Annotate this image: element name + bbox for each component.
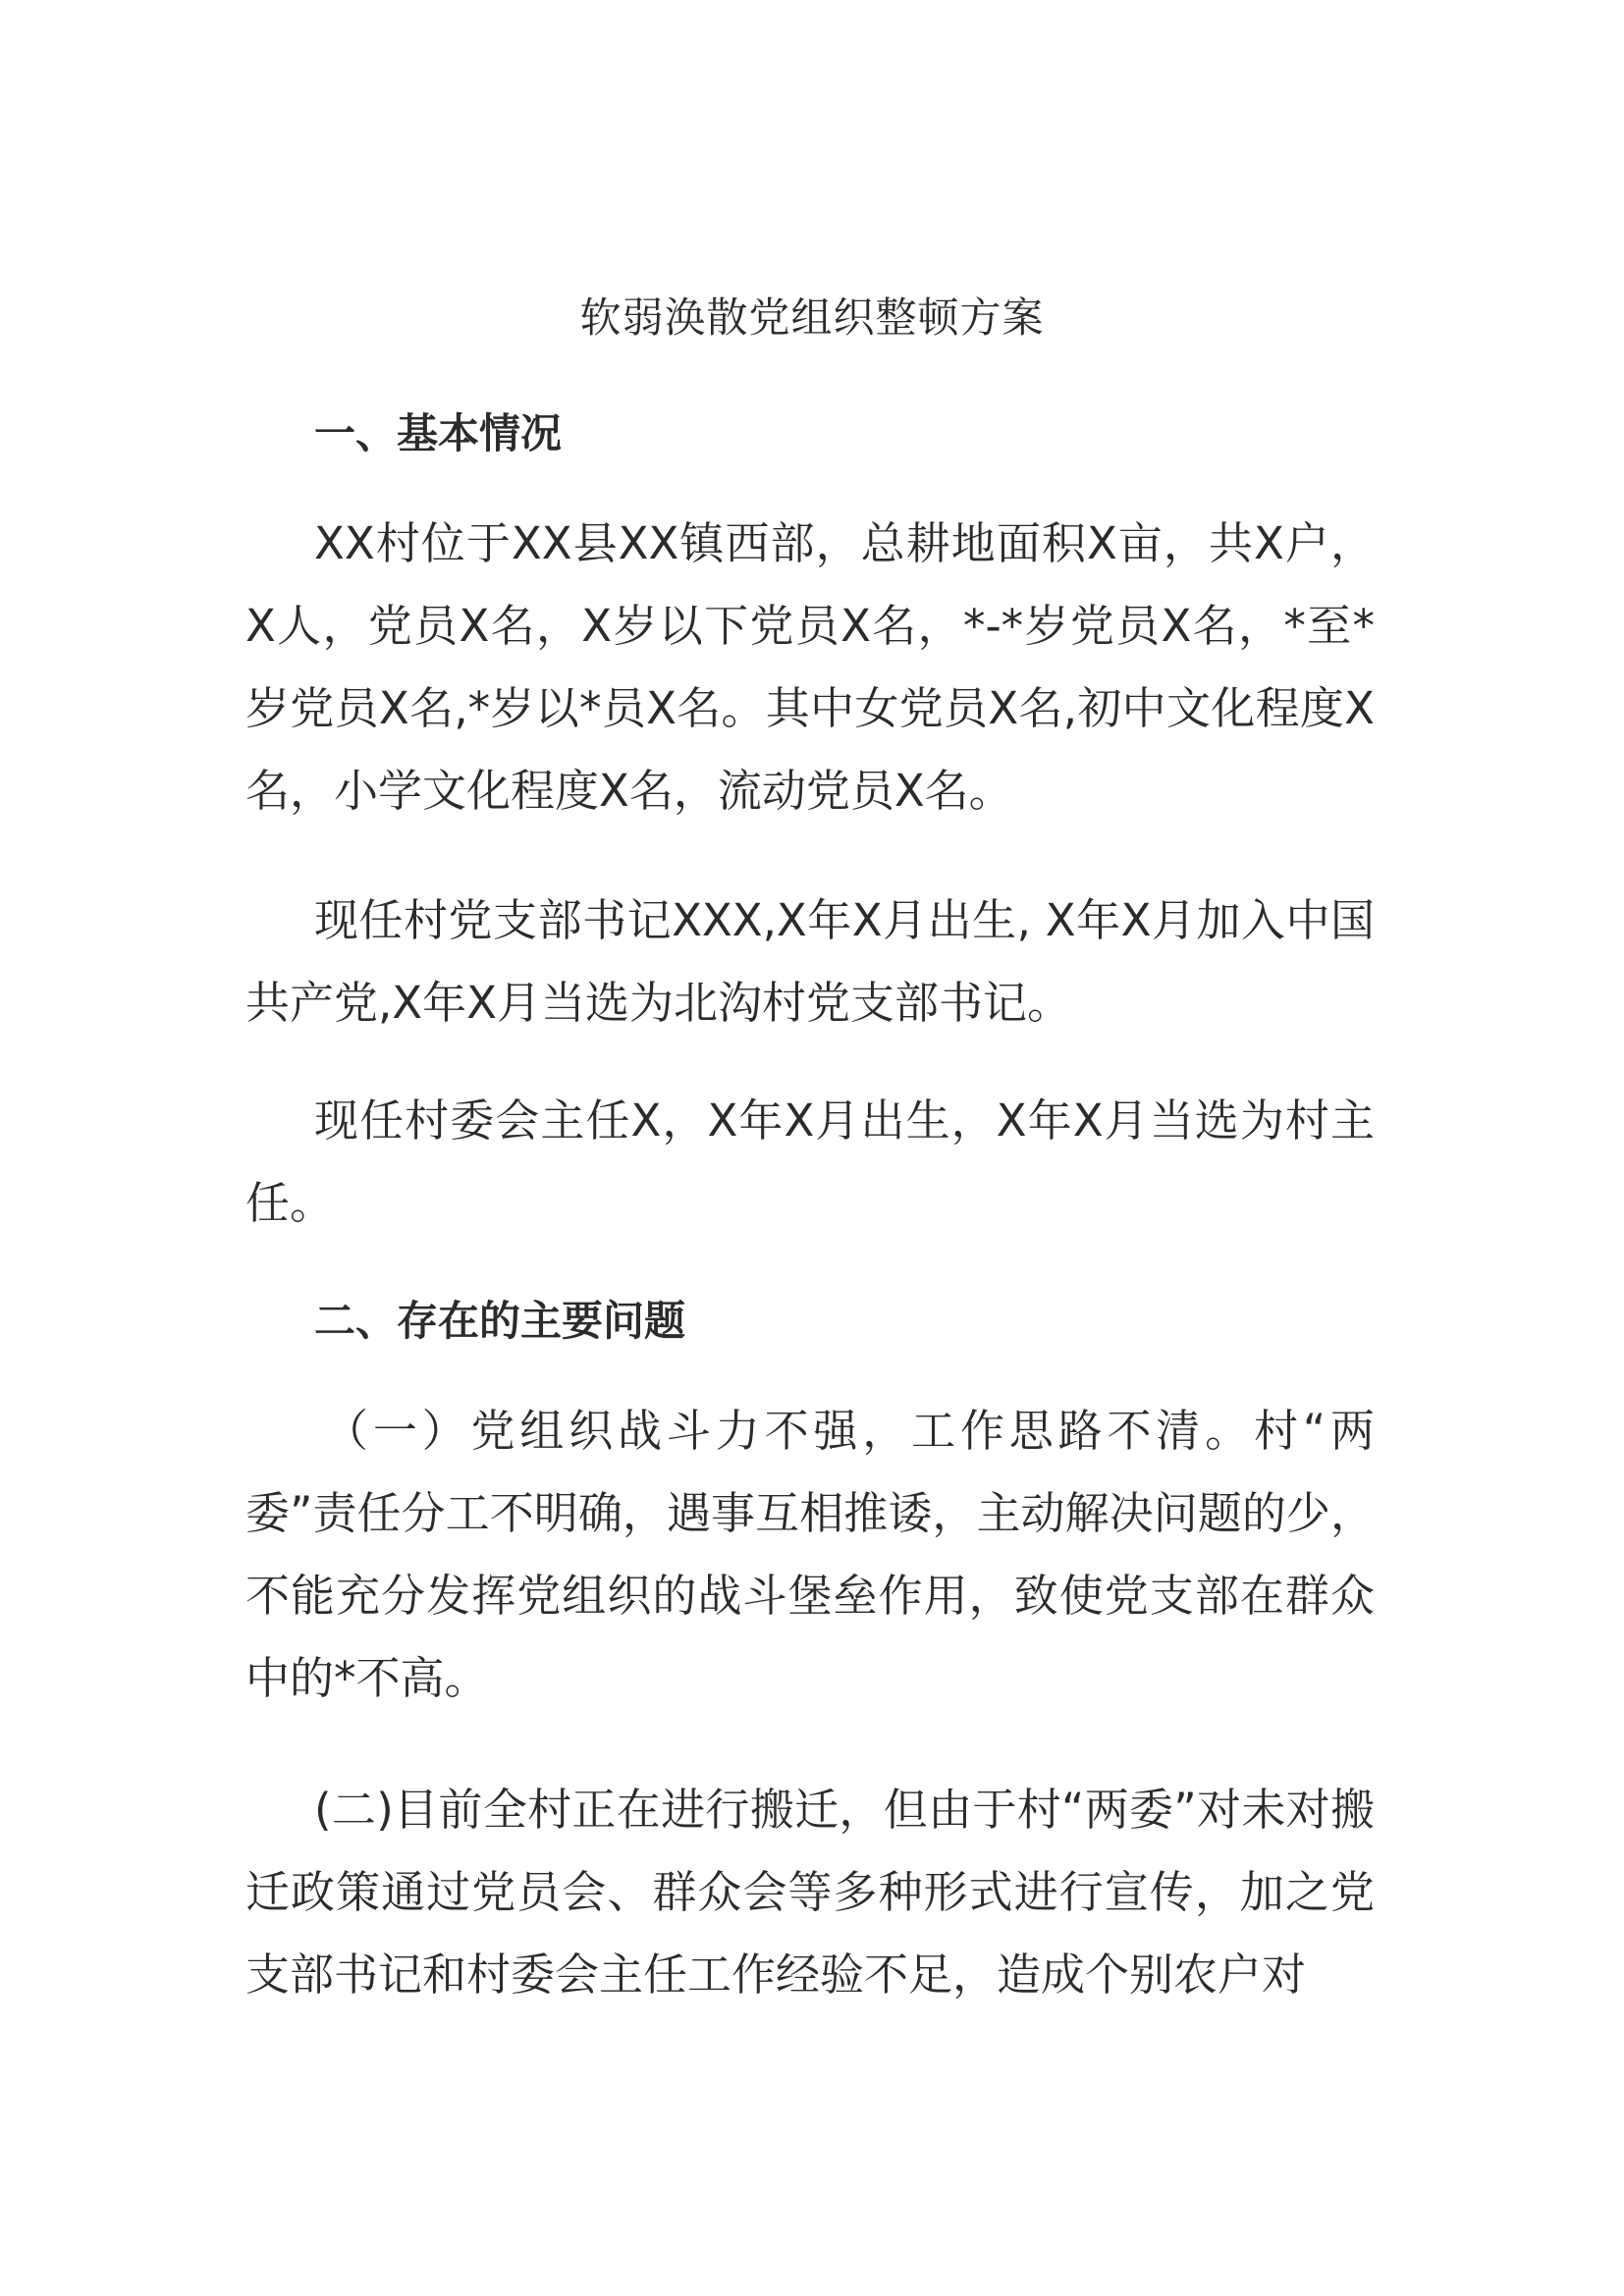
section-heading-basic-info: 一、基本情况 bbox=[314, 409, 563, 457]
document-title: 软弱涣散党组织整顿方案 bbox=[579, 294, 1045, 342]
paragraph-village-director: 现任村委会主任X，X年X月出生，X年X月当选为村主任。 bbox=[245, 1095, 1375, 1229]
paragraph-party-secretary: 现任村党支部书记XXX,X年X月出生, X年X月加入中国共产党,X年X月当选为北沟村党支部书记。 bbox=[245, 894, 1375, 1029]
paragraph-problem-2: (二)目前全村正在进行搬迁，但由于村“两委”对未对搬迁政策通过党员会、群众会等多种形式进行宣传，加之党支部书记和村委会主任工作经验不足，造成个别农户对 bbox=[245, 1784, 1375, 2001]
paragraph-village-overview: XX村位于XX县XX镇西部，总耕地面积X亩，共X户，X人，党员X名，X岁以下党员X名，*-*岁党员X名，*至*岁党员X名,*岁以*员X名。其中女党员X名,初中文化程度X名，小学文化程度X名，流动党员X名。 bbox=[245, 517, 1375, 817]
section-heading-main-problems: 二、存在的主要问题 bbox=[314, 1297, 686, 1345]
paragraph-problem-1: （一）党组织战斗力不强，工作思路不清。村“两委”责任分工不明确，遇事互相推诿，主动解决问题的少，不能充分发挥党组织的战斗堡垒作用，致使党支部在群众中的*不高。 bbox=[245, 1405, 1375, 1704]
